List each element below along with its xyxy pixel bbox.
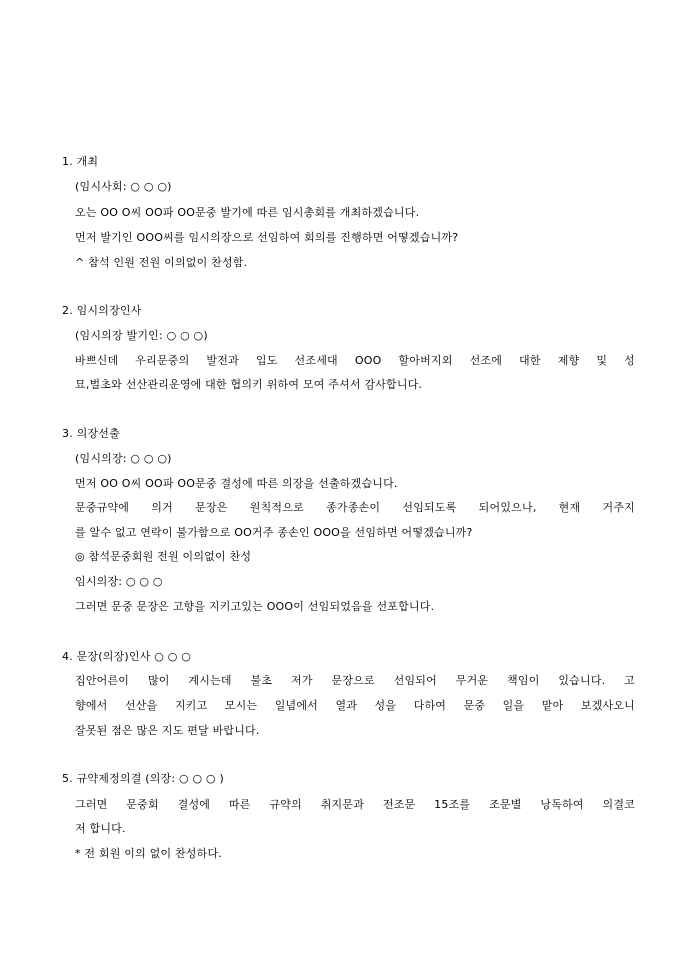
- section-1-heading: 1. 개최: [62, 155, 99, 168]
- section-1-line-4: ^ 참석 인원 전원 이의없이 찬성함.: [75, 256, 248, 269]
- section-3-line-5: ◎ 참석문중회원 전원 이의없이 찬성: [75, 550, 252, 563]
- section-2-heading: 2. 임시의장인사: [62, 304, 142, 317]
- section-4-heading: 4. 문장(의장)인사 ○ ○ ○: [62, 650, 192, 663]
- section-2-line-2: 바쁘신데 우리문중의 발전과 입도 선조세대 OOO 할아버지외 선조에 대한 제향 및 성: [75, 354, 635, 367]
- section-1-line-2: 오는 OO O씨 OO파 OO문중 발기에 따른 임시총회를 개최하겠습니다.: [75, 206, 420, 219]
- section-5-heading: 5. 규약제정의결 (의장: ○ ○ ○ ): [62, 772, 224, 785]
- section-5-line-3: * 전 회원 이의 없이 찬성하다.: [75, 847, 222, 860]
- section-2-line-3: 묘,벌초와 선산관리운영에 대한 협의키 위하여 모여 주셔서 감사합니다.: [75, 378, 423, 391]
- section-1-line-1: (임시사회: ○ ○ ○): [75, 180, 172, 193]
- section-3-line-3: 문중규약에 의거 문장은 원칙적으로 종가종손이 선임되도록 되어있으나, 현재 거주지: [75, 501, 635, 514]
- section-1-line-3: 먼저 발기인 OOO씨를 임시의장으로 선임하여 회의를 진행하면 어떻겠습니까?: [75, 231, 459, 244]
- section-5-line-2: 저 합니다.: [75, 822, 126, 835]
- section-5-line-1: 그러면 문중회 결성에 따른 규약의 취지문과 전조문 15조를 조문별 낭독하여 의결코: [75, 798, 635, 811]
- section-2-line-1: (임시의장 발기인: ○ ○ ○): [75, 329, 208, 342]
- section-4-line-1: 집안어른이 많이 계시는데 불초 저가 문장으로 선임되어 무거운 책임이 있습니다. 고: [75, 674, 635, 687]
- section-3-line-6: 임시의장: ○ ○ ○: [75, 575, 163, 588]
- section-3-line-4: 를 알수 없고 연락이 불가함으로 OO거주 종손인 OOO을 선임하면 어떻겠습니까?: [75, 526, 473, 539]
- section-3-line-2: 먼저 OO O씨 OO파 OO문중 결성에 따른 의장을 선출하겠습니다.: [75, 477, 398, 490]
- section-3-heading: 3. 의장선출: [62, 427, 120, 440]
- section-4-line-2: 향에서 선산을 지키고 모시는 일념에서 열과 성을 다하여 문중 일을 맡아 보겠사오니: [75, 699, 635, 712]
- section-3-line-1: (임시의장: ○ ○ ○): [75, 452, 172, 465]
- section-4-line-3: 잘못된 점은 많은 지도 편달 바랍니다.: [75, 724, 260, 737]
- section-3-line-7: 그러면 문중 문장은 고향을 지키고있는 OOO이 선임되었음을 선포합니다.: [75, 600, 435, 613]
